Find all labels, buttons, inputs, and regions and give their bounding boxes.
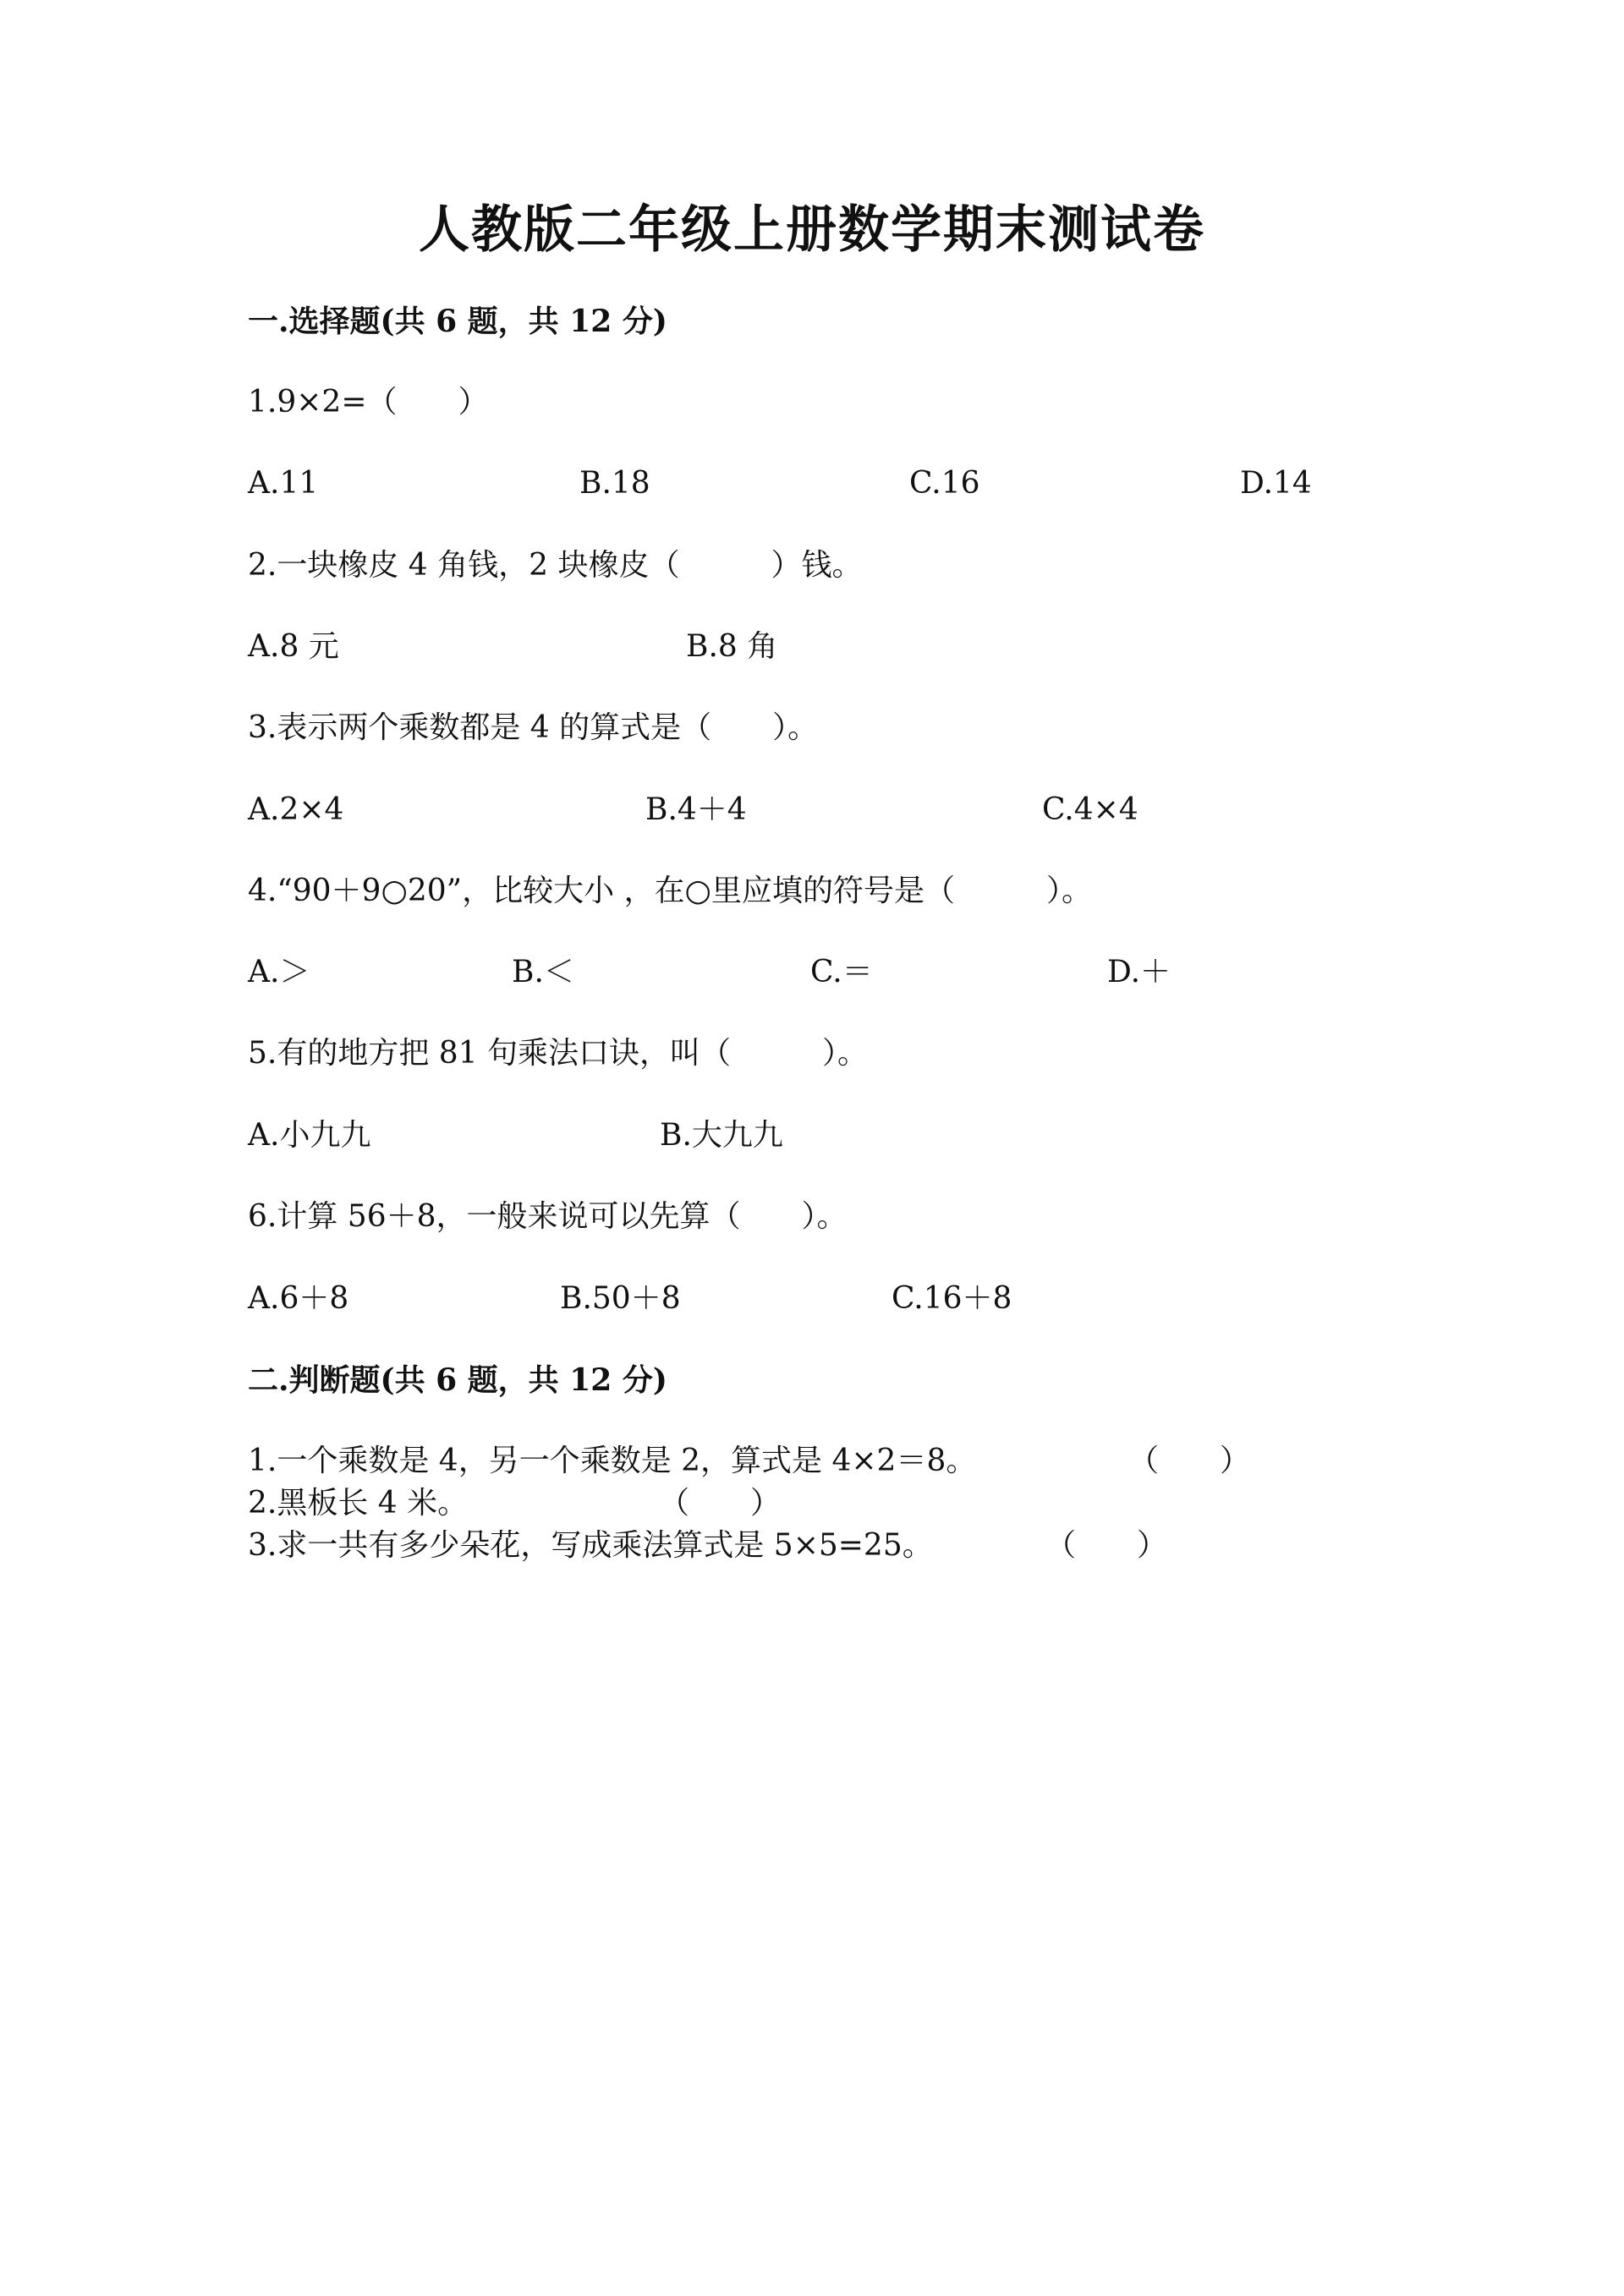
section-heading-true-false: 二.判断题(共 6 题，共 12 分) xyxy=(248,1362,667,1398)
tf-statement-3: 3.求一共有多少朵花，写成乘法算式是 5×5=25。 xyxy=(248,1528,933,1563)
question-stem-5: 5.有的地方把 81 句乘法口诀，叫（ ）。 xyxy=(248,1036,869,1071)
tf-statement-2: 2.黑板长 4 米。 xyxy=(248,1486,469,1521)
option-3-b: B.4＋4 xyxy=(645,792,747,827)
page-title: 人教版二年级上册数学期末测试卷 xyxy=(419,200,1205,260)
question-stem-4: 4.“90＋9○20”，比较大小 ，在○里应填的符号是（ ）。 xyxy=(248,874,1092,908)
tf-answer-blank-3: （ ） xyxy=(1045,1528,1168,1563)
option-3-c: C.4×4 xyxy=(1042,792,1138,827)
option-6-c: C.16＋8 xyxy=(892,1281,1012,1316)
option-1-d: D.14 xyxy=(1240,466,1312,501)
question-stem-3: 3.表示两个乘数都是 4 的算式是（ ）。 xyxy=(248,710,819,745)
option-4-a: A.＞ xyxy=(248,955,310,989)
option-6-b: B.50＋8 xyxy=(560,1281,681,1316)
option-1-a: A.11 xyxy=(248,466,319,501)
section-heading-choice: 一.选择题(共 6 题，共 12 分) xyxy=(248,304,667,339)
option-4-d: D.＋ xyxy=(1107,955,1171,989)
option-3-a: A.2×4 xyxy=(248,792,344,827)
tf-statement-1: 1.一个乘数是 4，另一个乘数是 2，算式是 4×2＝8。 xyxy=(248,1444,977,1478)
option-6-a: A.6＋8 xyxy=(248,1281,349,1316)
option-4-b: B.＜ xyxy=(512,955,574,989)
tf-answer-blank-1: （ ） xyxy=(1128,1444,1251,1478)
option-2-b: B.8 角 xyxy=(686,629,778,664)
option-1-b: B.18 xyxy=(579,466,650,501)
option-5-b: B.大九九 xyxy=(660,1118,783,1153)
tf-answer-blank-2: （ ） xyxy=(659,1486,782,1521)
option-5-a: A.小九九 xyxy=(248,1118,371,1153)
question-stem-6: 6.计算 56＋8，一般来说可以先算（ ）。 xyxy=(248,1199,848,1234)
question-stem-2: 2.一块橡皮 4 角钱，2 块橡皮（ ）钱。 xyxy=(248,548,863,583)
question-stem-1: 1.9×2=（ ） xyxy=(248,385,489,419)
option-1-c: C.16 xyxy=(909,466,980,501)
option-2-a: A.8 元 xyxy=(248,629,339,664)
option-4-c: C.＝ xyxy=(810,955,873,989)
